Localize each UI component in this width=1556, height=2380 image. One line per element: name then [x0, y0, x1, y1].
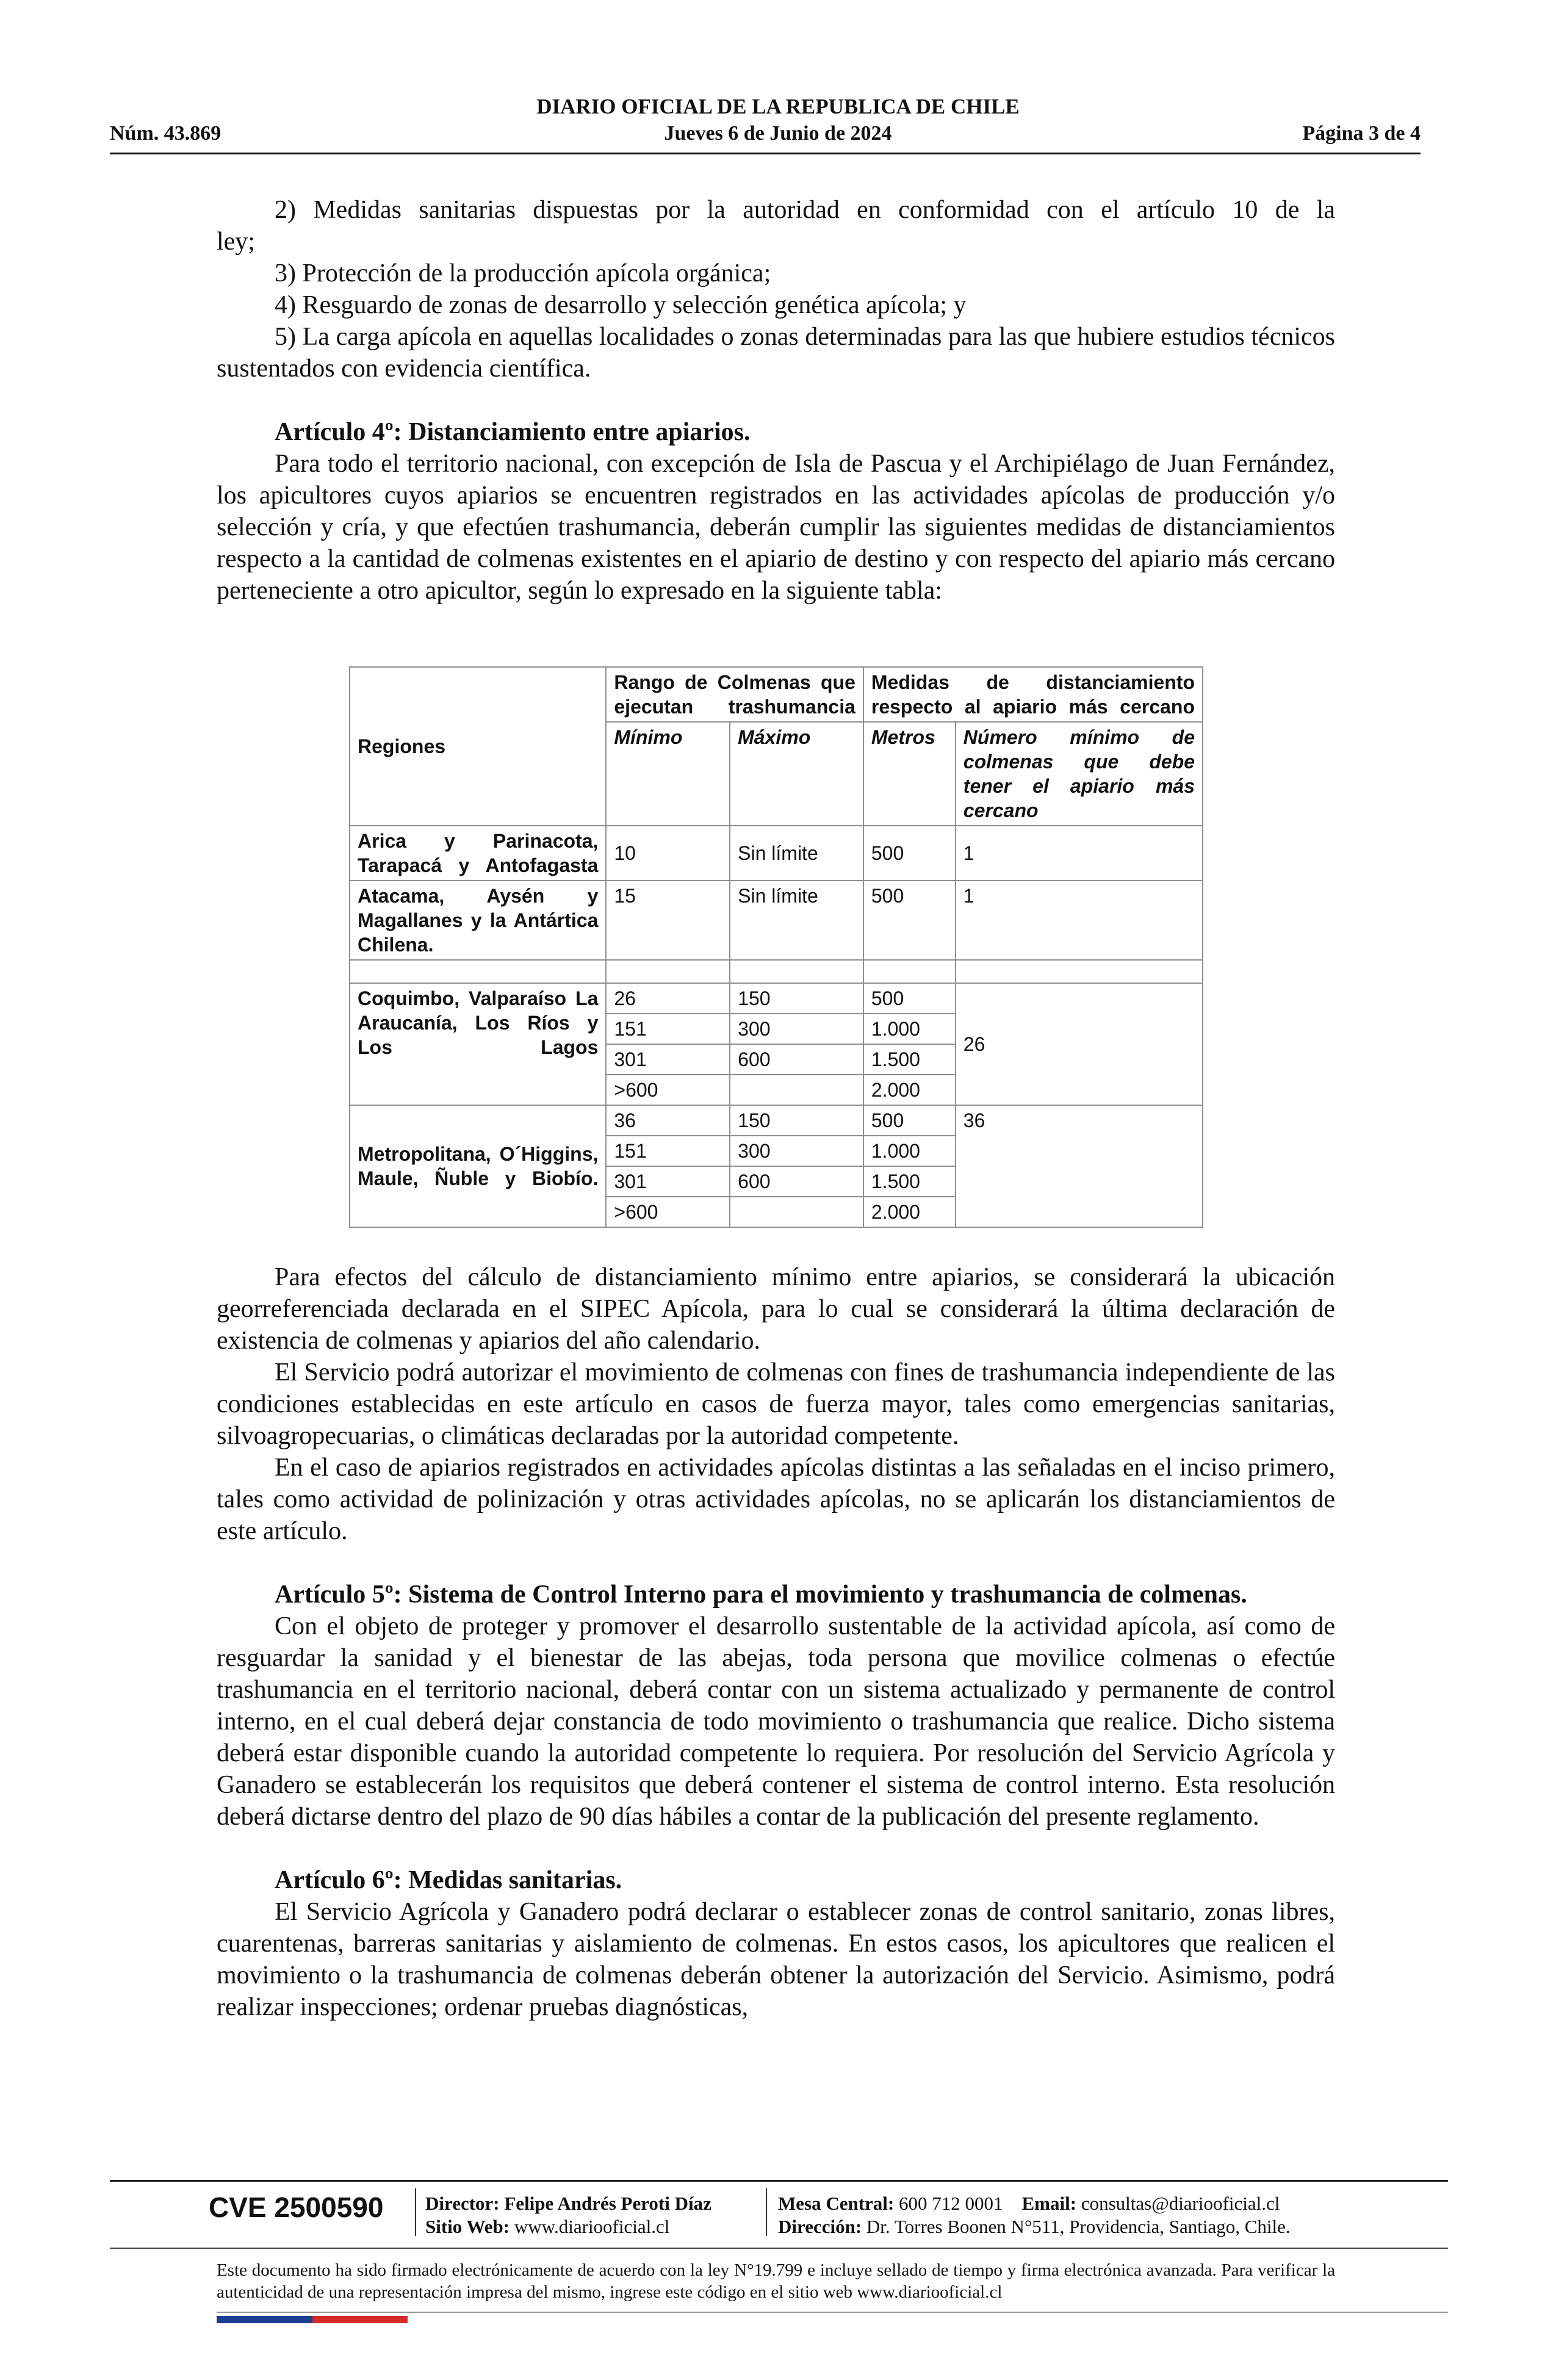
address-value: Dr. Torres Boonen N°511, Providencia, Santiago, Chile. [866, 2216, 1291, 2237]
article-6-title: Artículo 6º: Medidas sanitarias. [275, 1866, 622, 1894]
metros-cell: 2.000 [863, 1075, 956, 1105]
table-spacer-row [350, 960, 1203, 983]
header-rule [110, 153, 1421, 154]
numero-cell: 36 [956, 1105, 1203, 1227]
header-numero: Número mínimo de colmenas que debe tener el apiario más cercano [956, 722, 1203, 826]
footer-rule-top [110, 2180, 1448, 2182]
max-cell: 600 [730, 1044, 863, 1075]
numero-cell: 1 [956, 881, 1203, 960]
region-cell: Coquimbo, Valparaíso La Araucanía, Los Ríos y Los Lagos [350, 983, 606, 1105]
article-4-paragraph-1: Para todo el territorio nacional, con excepción de Isla de Pascua y el Archipiélago de Juan Fernández, los apicultores cuyos apiarios se encuentren registrados en las actividades apícolas de producción y/o selección y cría, y que efectúen trashumancia, deberán cumplir las siguientes medidas de distanciamientos respecto a la cantidad de colmenas existentes en el apiario de destino y con respecto del apiario más cercano perteneciente a otro apicultor, según lo expresado en la siguiente tabla: [217, 450, 1335, 605]
max-cell: Sin límite [730, 826, 863, 881]
min-cell: 36 [606, 1105, 730, 1136]
footer-rule-bottom [217, 2312, 1448, 2313]
region-cell: Arica y Parinacota, Tarapacá y Antofagasta [350, 826, 606, 881]
footer-contact-block [778, 2192, 1291, 2238]
table-row [350, 983, 1203, 1014]
page-indicator: Página 3 de 4 [1302, 122, 1421, 145]
metros-cell: 500 [863, 983, 956, 1014]
header-maximo: Máximo [730, 722, 863, 826]
website-link[interactable]: www.diariooficial.cl [514, 2216, 670, 2237]
distance-table [349, 666, 1203, 1228]
footer-divider [766, 2188, 767, 2236]
header-metros: Metros [863, 722, 956, 826]
mesa-label: Mesa Central: [778, 2193, 895, 2214]
article-6-paragraph-1: El Servicio Agrícola y Ganadero podrá declarar o establecer zonas de control sanitario, zonas libres, cuarentenas, barreras sanitarias y aislamiento de colmenas. En estos casos, los apicultores que realicen el movimiento o la trashumancia de colmenas deberán obtener la autorización del Servicio. Asimismo, podrá realizar inspecciones; ordenar pruebas diagnósticas, [217, 1898, 1335, 2021]
article-5-paragraph-1: Con el objeto de proteger y promover el desarrollo sustentable de la actividad apícola, así como de resguardar la sanidad y el bienestar de las abejas, toda persona que movilice colmenas o efectúe trashumancia en el territorio nacional, deberá contar con un sistema actualizado y permanente de control interno, en el cual deberá dejar constancia de todo movimiento o trashumancia que realice. Dicho sistema deberá estar disponible cuando la autoridad competente lo requiera. Por resolución del Servicio Agrícola y Ganadero se establecerán los requisitos que deberá contener el sistema de control interno. Esta resolución deberá dictarse dentro del plazo de 90 días hábiles a contar de la publicación del presente reglamento. [217, 1612, 1335, 1831]
region-cell: Metropolitana, O´Higgins, Maule, Ñuble y Biobío. [350, 1105, 606, 1227]
newspaper-title: DIARIO OFICIAL DE LA REPUBLICA DE CHILE [536, 95, 1020, 118]
issue-date: Jueves 6 de Junio de 2024 [664, 122, 892, 145]
footer-divider [415, 2188, 416, 2236]
intro-item-3: 3) Protección de la producción apícola orgánica; [275, 259, 771, 287]
max-cell: 300 [730, 1014, 863, 1044]
metros-cell: 2.000 [863, 1197, 956, 1227]
intro-item-2a: 2) Medidas sanitarias dispuestas por la autoridad en conformidad con el artículo 10 de la [275, 196, 1335, 224]
header-minimo: Mínimo [606, 722, 730, 826]
footer-rule-mid [110, 2248, 1448, 2249]
metros-cell: 1.500 [863, 1044, 956, 1075]
mesa-phone: 600 712 0001 [899, 2193, 1003, 2214]
metros-cell: 500 [863, 881, 956, 960]
min-cell: >600 [606, 1075, 730, 1105]
flag-stripe-red [312, 2316, 408, 2323]
max-cell: 150 [730, 983, 863, 1014]
metros-cell: 1.500 [863, 1166, 956, 1197]
metros-cell: 500 [863, 1105, 956, 1136]
min-cell: 151 [606, 1014, 730, 1044]
max-cell [730, 1075, 863, 1105]
min-cell: 26 [606, 983, 730, 1014]
min-cell: 301 [606, 1166, 730, 1197]
intro-items [217, 194, 1335, 607]
body-lower [217, 1261, 1335, 2023]
email-label: Email: [1021, 2193, 1077, 2214]
website-label: Sitio Web: [425, 2216, 510, 2237]
metros-cell: 1.000 [863, 1136, 956, 1166]
min-cell: 15 [606, 881, 730, 960]
signature-note: Este documento ha sido firmado electrónicamente de acuerdo con la ley N°19.799 e incluye sellado de tiempo y firma electrónica avanzada. Para verificar la autenticidad de una representación impresa del mismo, ingrese este código en el sitio web www.diariooficial.cl [217, 2260, 1335, 2302]
intro-item-4: 4) Resguardo de zonas de desarrollo y selección genética apícola; y [275, 291, 967, 319]
director-name: Felipe Andrés Peroti Díaz [504, 2193, 711, 2214]
metros-cell: 500 [863, 826, 956, 881]
header-rango: Rango de Colmenas que ejecutan trashumancia [606, 667, 863, 722]
max-cell: Sin límite [730, 881, 863, 960]
article-4-paragraph-3: El Servicio podrá autorizar el movimiento de colmenas con fines de trashumancia independiente de las condiciones establecidas en este artículo en casos de fuerza mayor, tales como emergencias sanitarias, silvoagropecuarias, o climáticas declaradas por la autoridad competente. [217, 1358, 1335, 1450]
director-label: Director: [425, 2193, 500, 2214]
numero-cell: 26 [956, 983, 1203, 1105]
flag-stripe-blue [217, 2316, 312, 2323]
metros-cell: 1.000 [863, 1014, 956, 1044]
intro-item-5: 5) La carga apícola en aquellas localidades o zonas determinadas para las que hubiere estudios técnicos sustentados con evidencia científica. [217, 323, 1335, 383]
cve-code: CVE 2500590 [209, 2191, 384, 2223]
min-cell: 151 [606, 1136, 730, 1166]
table-row [350, 1105, 1203, 1136]
header-regiones: Regiones [350, 667, 606, 826]
max-cell: 300 [730, 1136, 863, 1166]
min-cell: 301 [606, 1044, 730, 1075]
article-4-paragraph-4: En el caso de apiarios registrados en actividades apícolas distintas a las señaladas en el inciso primero, tales como actividad de polinización y otras actividades apícolas, no se aplicarán los distanciamientos de este artículo. [217, 1454, 1335, 1545]
article-5-title: Artículo 5º: Sistema de Control Interno para el movimiento y trashumancia de colmenas. [275, 1581, 1247, 1609]
article-4-paragraph-2: Para efectos del cálculo de distanciamiento mínimo entre apiarios, se considerará la ubicación georreferenciada declarada en el SIPEC Apícola, para lo cual se considerará la última declaración de existencia de colmenas y apiarios del año calendario. [217, 1263, 1335, 1355]
footer-director-block [425, 2192, 711, 2238]
issue-number: Núm. 43.869 [110, 122, 222, 145]
table-row [350, 826, 1203, 881]
header-medidas: Medidas de distanciamiento respecto al apiario más cercano [863, 667, 1203, 722]
intro-item-2b: ley; [217, 228, 255, 256]
max-cell: 600 [730, 1166, 863, 1197]
max-cell: 150 [730, 1105, 863, 1136]
min-cell: 10 [606, 826, 730, 881]
email-link[interactable]: consultas@diariooficial.cl [1081, 2193, 1280, 2214]
numero-cell: 1 [956, 826, 1203, 881]
article-4-title: Artículo 4º: Distanciamiento entre apiarios. [275, 418, 751, 446]
max-cell [730, 1197, 863, 1227]
address-label: Dirección: [778, 2216, 862, 2237]
min-cell: >600 [606, 1197, 730, 1227]
table-row [350, 881, 1203, 960]
region-cell: Atacama, Aysén y Magallanes y la Antártica Chilena. [350, 881, 606, 960]
table-header-row [350, 667, 1203, 722]
